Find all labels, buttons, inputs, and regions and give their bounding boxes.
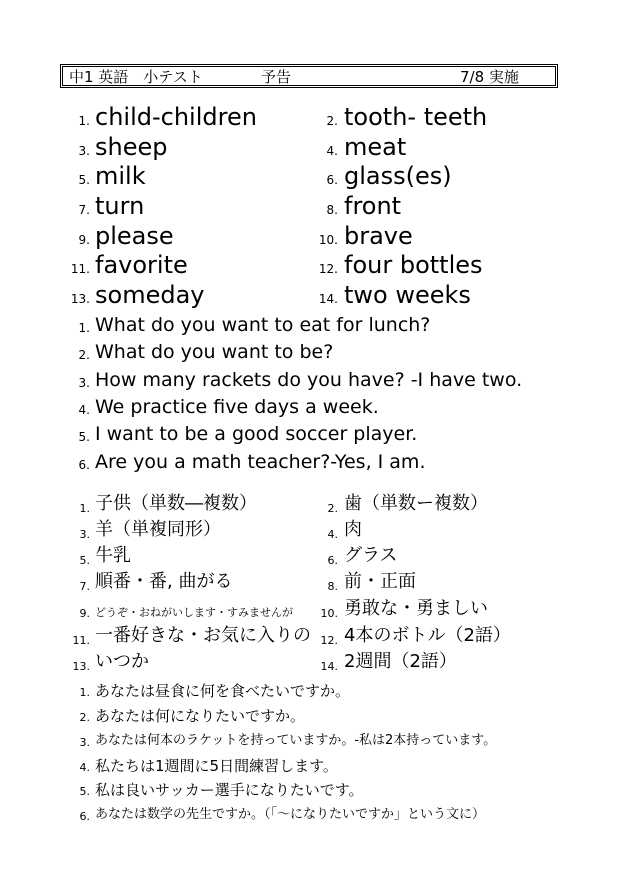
item-number: 7. — [78, 203, 90, 217]
item-number: 1. — [79, 502, 90, 515]
item-number: 6. — [79, 810, 90, 823]
jvocab-item: 勇敢な・勇ましい — [344, 598, 488, 619]
item-number: 1. — [78, 114, 90, 128]
item-number: 12. — [320, 634, 338, 647]
jvocab-row — [0, 597, 623, 627]
header-title: 中1 英語 小テスト — [69, 68, 203, 86]
item-number: 4. — [327, 528, 338, 541]
jsentence-text: あなたは昼食に何を食べたいですか。 — [95, 682, 351, 700]
item-number: 11. — [72, 634, 90, 647]
item-number: 7. — [79, 580, 90, 593]
item-number: 6. — [327, 554, 338, 567]
item-number: 2. — [78, 348, 90, 362]
item-number: 3. — [78, 144, 90, 158]
item-number: 12. — [318, 262, 338, 276]
vocab-item: sheep — [95, 133, 168, 161]
item-number: 9. — [79, 607, 90, 620]
sentence-text: I want to be a good soccer player. — [95, 423, 418, 445]
jvocab-row — [0, 650, 623, 680]
jsentence-text: 私たちは1週間に5日間練習します。 — [95, 757, 338, 775]
vocab-item: brave — [344, 222, 413, 250]
item-number: 8. — [326, 203, 338, 217]
item-number: 3. — [79, 736, 90, 749]
jsentence-text: あなたは何になりたいですか。 — [95, 707, 306, 725]
item-number: 4. — [79, 761, 90, 774]
item-number: 5. — [79, 554, 90, 567]
vocab-row — [0, 191, 623, 221]
vocab-item: turn — [95, 192, 145, 220]
item-number: 14. — [318, 292, 338, 306]
item-number: 3. — [78, 376, 90, 390]
sentence-text: What do you want to eat for lunch? — [95, 314, 431, 336]
vocab-item: child-children — [95, 103, 257, 131]
vocab-row — [0, 132, 623, 162]
jvocab-item: どうぞ・おねがいします・すみませんが — [95, 606, 293, 619]
item-number: 13. — [70, 292, 90, 306]
sentence-row — [0, 313, 623, 343]
jvocab-item: 順番・番, 曲がる — [95, 571, 233, 592]
jsentence-row — [0, 804, 623, 834]
item-number: 4. — [326, 144, 338, 158]
jvocab-row — [0, 570, 623, 600]
jvocab-item: いつか — [95, 651, 149, 672]
sentence-row — [0, 422, 623, 452]
sentence-text: Are you a math teacher?-Yes, I am. — [95, 451, 426, 473]
vocab-row — [0, 102, 623, 132]
vocab-item: favorite — [95, 251, 188, 279]
item-number: 6. — [78, 458, 90, 472]
jsentence-text: 私は良いサッカー選手になりたいです。 — [95, 781, 364, 799]
item-number: 9. — [78, 233, 90, 247]
jvocab-item: 一番好きな・お気に入りの — [95, 625, 311, 646]
jvocab-item: 2週間（2語） — [344, 651, 457, 672]
item-number: 10. — [320, 607, 338, 620]
jvocab-item: 前・正面 — [344, 571, 416, 592]
jvocab-item: 歯（単数ー複数） — [344, 493, 488, 514]
item-number: 10. — [318, 233, 338, 247]
vocab-row — [0, 250, 623, 280]
jsentence-text: あなたは数学の先生ですか。（「～になりたいですか」という文に） — [95, 807, 486, 822]
vocab-item: milk — [95, 162, 146, 190]
vocab-row — [0, 161, 623, 191]
sentence-text: We practice five days a week. — [95, 396, 379, 418]
vocab-item: four bottles — [344, 251, 483, 279]
vocab-row — [0, 280, 623, 310]
item-number: 4. — [78, 403, 90, 417]
item-number: 1. — [79, 686, 90, 699]
header-date: 7/8 実施 — [460, 68, 519, 86]
vocab-item: please — [95, 222, 174, 250]
vocab-item: glass(es) — [344, 162, 452, 190]
jvocab-item: グラス — [344, 545, 398, 566]
item-number: 6. — [326, 173, 338, 187]
vocab-item: two weeks — [344, 281, 471, 309]
item-number: 11. — [70, 262, 90, 276]
jvocab-item: 羊（単複同形） — [95, 519, 221, 540]
vocab-item: meat — [344, 133, 407, 161]
jvocab-item: 牛乳 — [95, 545, 131, 566]
item-number: 2. — [326, 114, 338, 128]
vocab-row — [0, 221, 623, 251]
sentence-text: How many rackets do you have? -I have two. — [95, 369, 523, 391]
sentence-row — [0, 368, 623, 398]
item-number: 5. — [79, 785, 90, 798]
item-number: 1. — [78, 321, 90, 335]
sentence-row — [0, 450, 623, 480]
item-number: 14. — [320, 660, 338, 673]
sentence-row — [0, 340, 623, 370]
jvocab-item: 肉 — [344, 519, 362, 540]
header-notice: 予告 — [261, 68, 292, 86]
item-number: 2. — [79, 711, 90, 724]
item-number: 13. — [72, 660, 90, 673]
item-number: 5. — [78, 173, 90, 187]
sentence-row — [0, 395, 623, 425]
item-number: 5. — [78, 430, 90, 444]
item-number: 8. — [327, 580, 338, 593]
jvocab-item: 4本のボトル（2語） — [344, 625, 511, 646]
item-number: 2. — [327, 502, 338, 515]
sentence-text: What do you want to be? — [95, 341, 334, 363]
vocab-item: someday — [95, 281, 205, 309]
quiz-header-box — [60, 64, 558, 88]
jvocab-item: 子供（単数―複数） — [95, 493, 257, 514]
vocab-item: front — [344, 192, 402, 220]
jsentence-text: あなたは何本のラケットを持っていますか。-私は2本持っています。 — [95, 733, 497, 748]
vocab-item: tooth- teeth — [344, 103, 488, 131]
item-number: 3. — [79, 528, 90, 541]
